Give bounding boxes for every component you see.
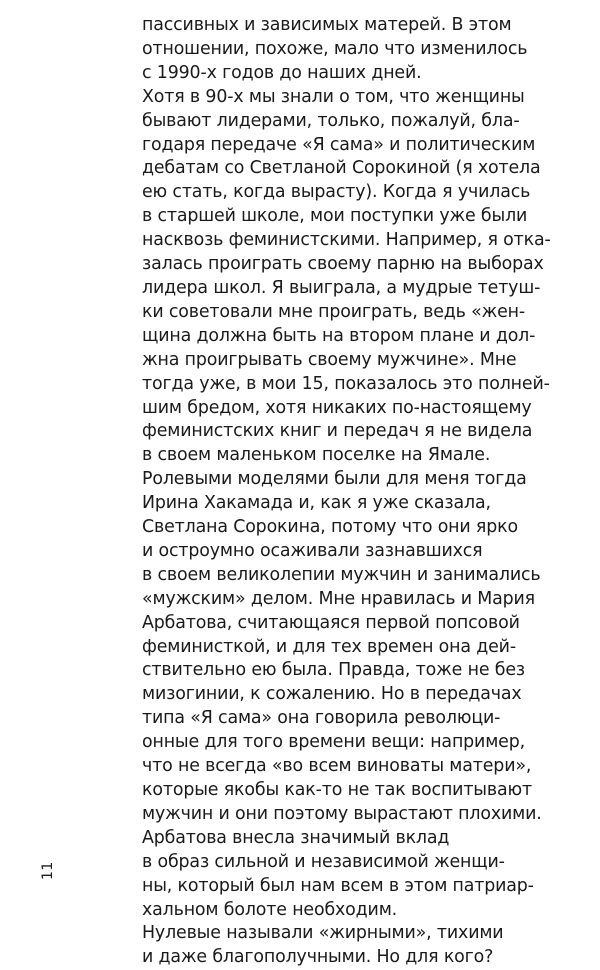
text-line: щина должна быть на втором плане и дол-	[142, 325, 536, 346]
text-line: Арбатова внесла значимый вклад	[142, 827, 450, 848]
text-line: мужчин и они поэтому вырастают плохими.	[142, 803, 542, 824]
text-line: Арбатова, считающаяся первой попсовой	[142, 612, 520, 633]
text-line: хальном болоте необходим.	[142, 899, 398, 920]
text-line: лидера школ. Я выиграла, а мудрые тетуш-	[142, 277, 541, 298]
text-line: пассивных и зависимых матерей. В этом	[142, 15, 512, 35]
text-line: годаря передаче «Я сама» и политическим	[142, 134, 536, 155]
text-line: в старшей школе, мои поступки уже были	[142, 206, 528, 227]
text-line: типа «Я сама» она говорила революци-	[142, 708, 501, 729]
text-line: и остроумно осаживали зазнавшихся	[142, 540, 483, 561]
text-line: насквозь феминистскими. Например, я отка-	[142, 230, 551, 251]
text-line: в своем великолепии мужчин и занимались	[142, 564, 541, 585]
text-line: которые якобы как-то не так воспитывают	[142, 780, 532, 800]
text-line: что не всегда «во всем виноваты матери»,	[142, 756, 532, 777]
text-line: в своем маленьком поселке на Ямале.	[142, 445, 491, 466]
text-line: залась проиграть своему парню на выборах	[142, 254, 544, 275]
text-line: ею стать, когда вырасту). Когда я училась	[142, 182, 531, 203]
page-number: 11	[40, 861, 56, 880]
text-line: Ролевыми моделями были для меня тогда	[142, 469, 527, 490]
text-line: отношении, похоже, мало что изменилось	[142, 38, 528, 59]
text-line: бывают лидерами, только, пожалуй, бла-	[142, 110, 520, 131]
text-line: онные для того времени вещи: например,	[142, 732, 525, 753]
text-line: Хотя в 90-х мы знали о том, что женщины	[142, 86, 525, 107]
text-line: ствительно ею была. Правда, тоже не без	[142, 660, 525, 681]
text-line: феминистских книг и передач я не видела	[142, 421, 533, 442]
text-line: Ирина Хакамада и, как я уже сказала,	[142, 493, 491, 514]
text-line: дебатам со Светланой Сорокиной (я хотела	[142, 158, 541, 179]
text-line: с 1990-х годов до наших дней.	[142, 62, 422, 83]
text-line: и даже благополучными. Но для кого?	[142, 947, 494, 968]
text-line: феминисткой, и для тех времен она дей-	[142, 636, 516, 657]
text-line: Светлана Сорокина, потому что они ярко	[142, 517, 518, 538]
text-line: жна проигрывать своему мужчине». Мне	[142, 349, 517, 370]
text-line: шим бредом, хотя никаких по-настоящему	[142, 397, 532, 418]
text-line: мизогинии, к сожалению. Но в передачах	[142, 684, 522, 705]
text-line: Нулевые называли «жирными», тихими	[142, 923, 504, 944]
text-line: тогда уже, в мои 15, показалось это полней-	[142, 373, 550, 394]
body-text	[142, 14, 592, 970]
text-line: ки советовали мне проиграть, ведь «жен-	[142, 301, 525, 322]
text-line: в образ сильной и независимой женщи-	[142, 851, 505, 872]
text-line: ны, который был нам всем в этом патриар-	[142, 875, 534, 896]
text-line: «мужским» делом. Мне нравилась и Мария	[142, 588, 535, 609]
